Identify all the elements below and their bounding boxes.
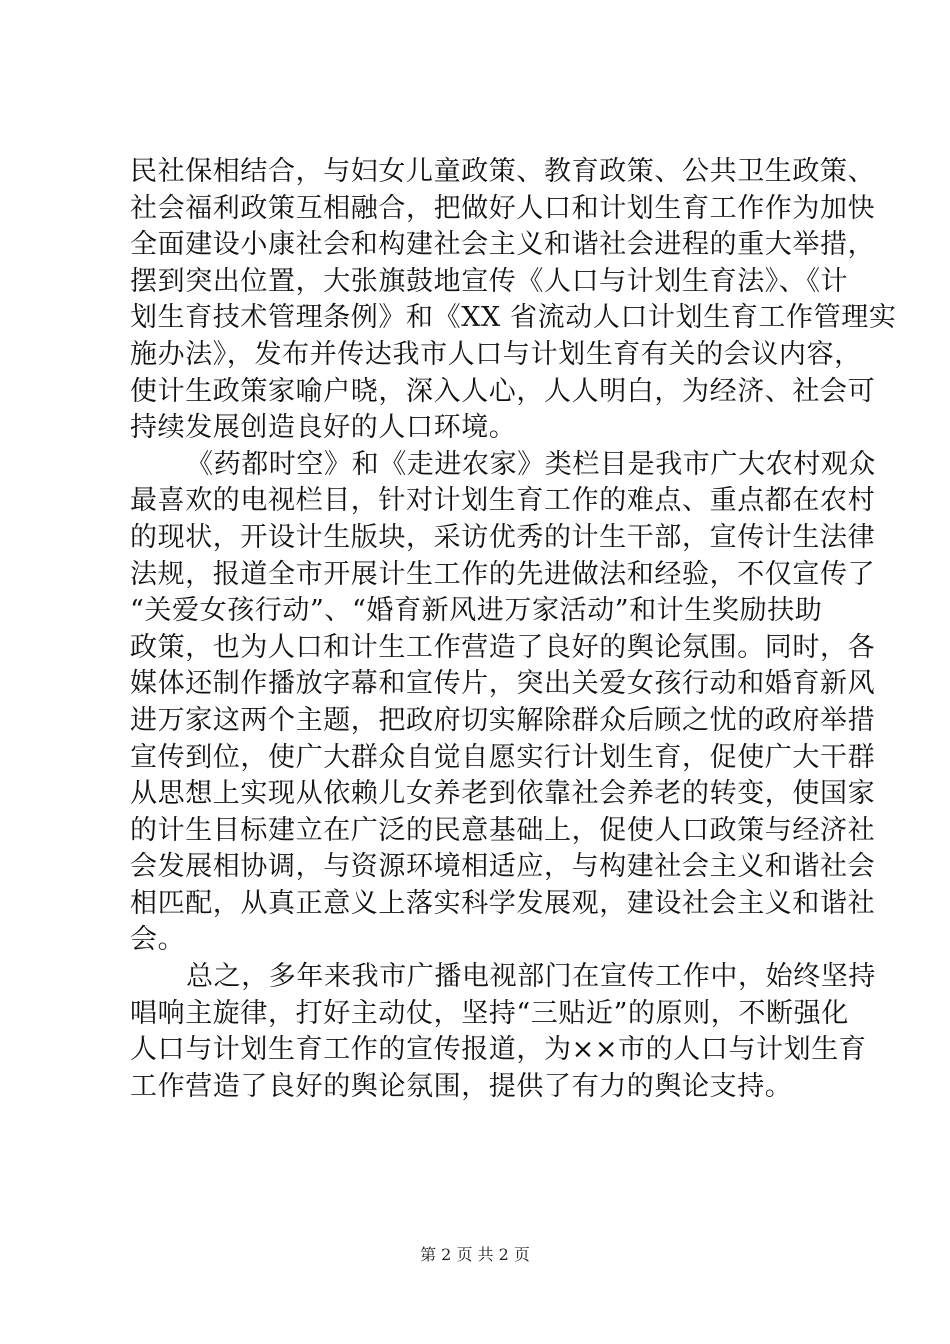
- text-line: 会发展相协调，与资源环境相适应，与构建社会主义和谐社会: [130, 851, 876, 883]
- text-line: 全面建设小康社会和构建社会主义和谐社会进程的重大举措，: [130, 229, 876, 261]
- text-line: 进万家这两个主题，把政府切实解除群众后顾之忧的政府举措: [130, 704, 876, 736]
- text-line: 社会福利政策互相融合，把做好人口和计划生育工作作为加快: [130, 192, 876, 224]
- paragraph: [130, 447, 876, 959]
- text-line: 施办法》，发布并传达我市人口与计划生育有关的会议内容，: [130, 338, 862, 370]
- text-line: 工作营造了良好的舆论氛围，提供了有力的舆论支持。: [130, 1070, 793, 1102]
- text-line: 《药都时空》和《走进农家》类栏目是我市广大农村观众: [186, 448, 876, 480]
- text-line: 总之，多年来我市广播电视部门在宣传工作中，始终坚持: [186, 961, 876, 993]
- text-line: 宣传到位，使广大群众自觉自愿实行计划生育，促使广大干群: [130, 741, 876, 773]
- text-line: 法规，报道全市开展计生工作的先进做法和经验，不仅宣传了: [130, 558, 876, 590]
- text-line: 使计生政策家喻户晓，深入人心，人人明白，为经济、社会可: [130, 375, 876, 407]
- text-line: 从思想上实现从依赖儿女养老到依靠社会养老的转变，使国家: [130, 778, 876, 810]
- text-line: 民社保相结合，与妇女儿童政策、教育政策、公共卫生政策、: [130, 156, 876, 187]
- document-body: [130, 154, 897, 1105]
- text-line: 会。: [130, 924, 186, 956]
- text-line: 媒体还制作播放字幕和宣传片，突出关爱女孩行动和婚育新风: [130, 668, 876, 700]
- paragraph: [130, 154, 897, 447]
- text-line: 划生育技术管理条例》和《XX 省流动人口计划生育工作管理实: [130, 302, 897, 334]
- text-line: 人口与计划生育工作的宣传报道，为××市的人口与计划生育: [130, 1034, 867, 1066]
- paragraph: [130, 959, 876, 1105]
- text-line: 相匹配，从真正意义上落实科学发展观，建设社会主义和谐社: [130, 887, 876, 919]
- text-line: 持续发展创造良好的人口环境。: [130, 412, 517, 444]
- text-line: 政策，也为人口和计生工作营造了良好的舆论氛围。同时，各: [130, 631, 876, 663]
- text-line: 摆到突出位置，大张旗鼓地宣传《人口与计划生育法》、《计: [130, 265, 849, 297]
- text-line: 的现状，开设计生版块，采访优秀的计生干部，宣传计生法律: [130, 521, 876, 553]
- text-line: 最喜欢的电视栏目，针对计划生育工作的难点、重点都在农村: [130, 485, 876, 517]
- text-line: “关爱女孩行动”、“婚育新风进万家活动”和计生奖励扶助: [130, 595, 823, 627]
- page-footer: 第 2 页 共 2 页: [420, 1245, 530, 1264]
- text-line: 唱响主旋律，打好主动仗，坚持“三贴近”的原则，不断强化: [130, 997, 849, 1029]
- text-line: 的计生目标建立在广泛的民意基础上，促使人口政策与经济社: [130, 814, 876, 846]
